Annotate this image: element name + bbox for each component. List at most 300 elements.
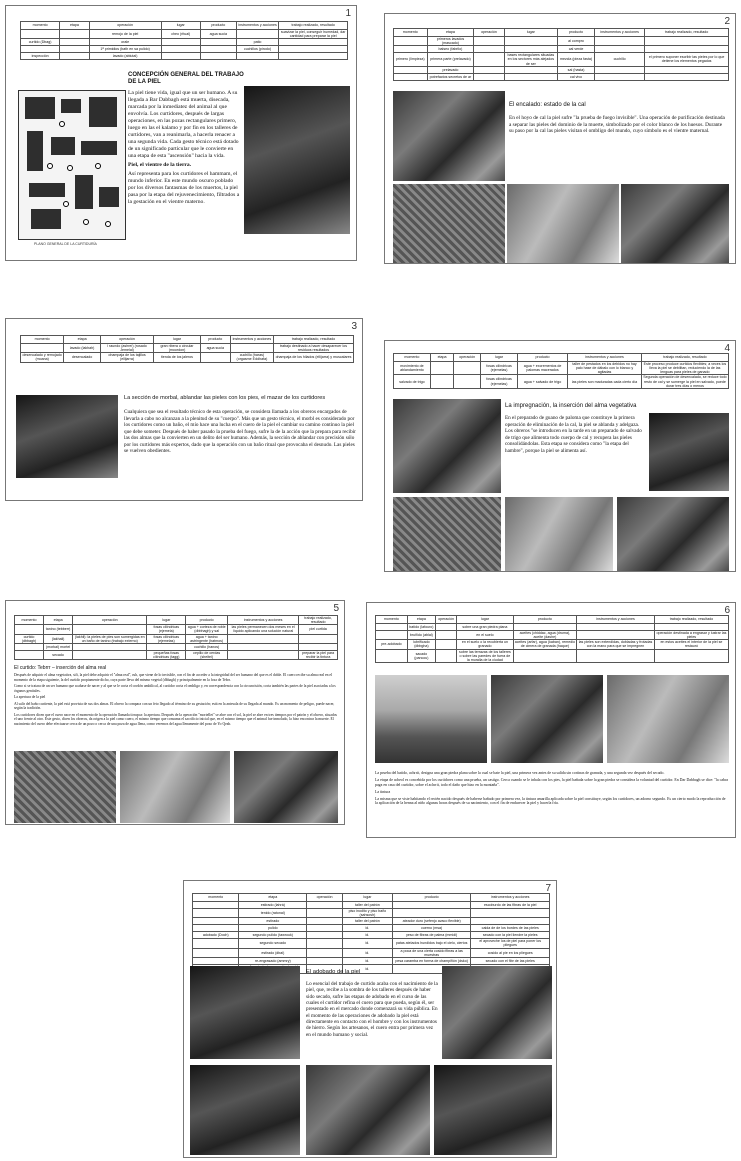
- table-cell: [654, 624, 728, 631]
- page-4: [384, 340, 736, 572]
- table-header-cell: trabajo realizado, resultado: [641, 354, 728, 362]
- table-cell: fosas cilíndricas (ejemelas): [147, 634, 186, 643]
- photo-pits-overview: [234, 751, 338, 823]
- photo-lime-worker: [393, 184, 505, 263]
- table-header-cell: operación: [436, 616, 457, 624]
- process-table: [393, 353, 729, 389]
- table-cell: a poca de una cierta cosido fibras a las muestras: [392, 948, 471, 957]
- table-cell: adobado (Doch): [193, 932, 239, 939]
- page-5: [5, 600, 345, 825]
- table-header-cell: trabajo realizado, resultado: [654, 616, 728, 624]
- table-cell: [307, 948, 343, 957]
- process-table: [393, 28, 729, 81]
- table-cell: desencalado: [64, 353, 101, 362]
- table-row: [21, 46, 348, 53]
- table-header-cell: operación: [73, 616, 147, 625]
- table-cell: ohampaja de los hilados (ellijarra) y muscalares: [274, 353, 354, 362]
- body-text: [505, 415, 645, 456]
- photo-workshop-3: [190, 1065, 300, 1155]
- table-header-cell: producto: [513, 616, 577, 624]
- table-cell: [376, 649, 408, 662]
- table-cell: [474, 73, 504, 80]
- photo-pits-row: [393, 497, 501, 571]
- section-heading: La impregnación, la inserción del alma vegetativa: [505, 403, 637, 409]
- table-cell: [577, 649, 655, 662]
- process-table: [20, 21, 348, 60]
- tannery-plan-map: [18, 90, 126, 240]
- table-cell: preparar la piel para recibir la tintura: [299, 650, 338, 659]
- table-cell: en estos aceites el interior de la piel se restauró: [654, 640, 728, 649]
- table-header-cell: etapa: [430, 354, 453, 362]
- table-row: [21, 344, 354, 353]
- table-header-cell: operación: [100, 336, 153, 344]
- section-heading: El encalado: estado de la cal: [509, 102, 586, 108]
- table-cell: prelavado: [427, 66, 474, 73]
- photo-workshop-5: [434, 1065, 552, 1155]
- photo-workshop-4: [306, 1065, 430, 1155]
- table-cell: [504, 73, 558, 80]
- table-cell: [228, 634, 299, 643]
- table-cell: [645, 37, 729, 46]
- table-cell: [279, 53, 348, 60]
- table-cell: [73, 650, 147, 659]
- table-cell: agua + salvado de trigo: [517, 375, 567, 388]
- table-row: [15, 643, 338, 650]
- table-row: [193, 925, 550, 932]
- table-cell: [279, 46, 348, 53]
- table-cell: id.: [342, 925, 392, 932]
- table-cell: cepillo de cerdas (sheitel): [186, 650, 228, 659]
- table-cell: [474, 53, 504, 66]
- table-cell: primeros lavados (mascado): [427, 37, 474, 46]
- body-text: [128, 90, 240, 208]
- paragraph: La apertura de la piel: [14, 695, 46, 700]
- table-cell: cal verde: [558, 46, 595, 53]
- table-cell: [430, 362, 453, 375]
- table-cell: [200, 39, 236, 46]
- table-cell: [299, 634, 338, 643]
- photo-stone-beating: [375, 675, 487, 763]
- table-cell: [394, 46, 428, 53]
- paragraph: Piel, el vientre de la tierra.: [128, 161, 192, 168]
- table-cell: sal (hasta): [558, 66, 595, 73]
- table-row: [376, 640, 729, 649]
- table-cell: fosas cilíndricas (ejemela): [147, 625, 186, 634]
- table-cell: tienda de los jaleros: [154, 353, 201, 362]
- table-cell: [504, 37, 558, 46]
- photo-lime-pits-overview: [507, 184, 619, 263]
- table-cell: [454, 375, 481, 388]
- table-cell: curtido (dbbagh): [15, 634, 44, 643]
- table-cell: orale: [89, 39, 161, 46]
- body-text: [306, 981, 438, 1040]
- table-cell: primera parte (prelavado): [427, 53, 474, 66]
- photo-worker-carrying: [120, 751, 230, 823]
- table-cell: movimiento de ablandamiento: [394, 362, 431, 375]
- process-table: [375, 615, 729, 663]
- table-cell: estirado: [239, 918, 307, 925]
- table-cell: [307, 909, 343, 918]
- table-cell: remojo de la piel: [89, 30, 161, 39]
- photo-pigeon-pits: [393, 399, 501, 493]
- paragraph: Como si se tratara de un ser humano que acabase de nacer y al que se le corta el cordón umbilical, al curtidor corta el ombligo y, en correspondencia con la circuncisión, corta también las partes de la piel asociadas a los órganos genitales.: [14, 684, 336, 693]
- table-cell: el aproveche los de piel para poner los pliegues: [471, 939, 550, 948]
- paragraph: La tintura: [375, 789, 391, 794]
- table-cell: id.: [342, 957, 392, 964]
- table-cell: [307, 932, 343, 939]
- map-caption: PLANO GENERAL DE LA CURTIDURÍA: [34, 242, 97, 246]
- table-cell: potrefactos secretos de ar: [427, 73, 474, 80]
- photo-treading: [505, 497, 613, 571]
- table-header-cell: instrumentos y acciones: [568, 354, 642, 362]
- table-cell: cuchillo (hanos): [186, 643, 228, 650]
- paragraph: Cualquiera que sea el resultado técnico de esta operación, se considera llamada a los obreros encargados de llevarla a cabo no alcanzan a la plenitud de su "cuerpo". Más que un gesto técnico, el morbl es considerado por los curtidores como un baño, el mío hace una lucha en el cuero de la piel el cambiar su camino continuo la piel que debe someter. Después de haber pasado la prueba del fuego, sufre la de la acción que la prepara para recibir las dos almas que la convierten en un delito del ser humano. Además, la sección de ablandar con precisión sólo por los curtidores más expertos, dado que la operación con un baño ritual que provocaba el desnudo. Las pieles se vuelven obedientes.: [124, 409, 356, 454]
- photo-hide-handling: [617, 497, 729, 571]
- table-header-cell: producto: [517, 354, 567, 362]
- body-text: [509, 115, 727, 137]
- photo-worker-on-stone: [607, 675, 729, 763]
- table-cell: [594, 73, 644, 80]
- table-header-cell: operación: [454, 354, 481, 362]
- process-table: [20, 335, 354, 363]
- table-header-cell: lugar: [457, 616, 513, 624]
- table-row: [376, 624, 729, 631]
- table-header-cell: instrumentos y acciones: [577, 616, 655, 624]
- table-cell: en el suelo: [457, 631, 513, 640]
- table-cell: [307, 925, 343, 932]
- table-row: [193, 932, 550, 939]
- table-cell: [594, 66, 644, 73]
- table-cell: inspección: [21, 53, 60, 60]
- section-heading: La sección de morbal, ablandar las pieles con los pies, el mazar de los curtidores: [124, 395, 326, 401]
- table-row: [394, 46, 729, 53]
- process-table: [14, 615, 338, 660]
- table-row: [15, 625, 338, 634]
- table-cell: [161, 39, 200, 46]
- table-header-cell: momento: [193, 894, 239, 902]
- table-header-cell: lugar: [481, 354, 518, 362]
- table-row: [193, 909, 550, 918]
- table-cell: [60, 39, 89, 46]
- table-cell: sobre las terrazas de los talleres o sobre las paredes de fuera de la muralla de la ciudad: [457, 649, 513, 662]
- page-number: 3: [351, 321, 357, 332]
- table-header-cell: producto: [200, 336, 230, 344]
- table-cell: al compro: [558, 37, 595, 46]
- table-header-cell: trabajo realizado, resultado: [274, 336, 354, 344]
- table-cell: las pieles son extendidas, dobladas y frotadas con la mano para que se impregnen: [577, 640, 655, 649]
- page-1: [5, 5, 357, 261]
- paragraph: La prueba del batido, achrrit, designa una gran piedra plana sobre la cual se bate la piel, una primera vez antes de su salida sin cortinas de granada, y una segunda vez después del secado.: [375, 771, 665, 775]
- table-cell: [230, 344, 273, 353]
- table-cell: taller de pestados en los debidos no hay palo hase de dábalo con lo blanco y agitadas: [568, 362, 642, 375]
- table-header-cell: operación: [474, 29, 504, 37]
- table-cell: lubrificado (dbbgha): [407, 640, 435, 649]
- body-text: [375, 771, 729, 808]
- table-cell: [645, 66, 729, 73]
- table-cell: [392, 902, 471, 909]
- page-number: 6: [724, 605, 730, 616]
- table-cell: [577, 624, 655, 631]
- table-header-cell: etapa: [64, 336, 101, 344]
- table-cell: [193, 925, 239, 932]
- table-cell: bases rectangulares situadas en los sectores más alejados de ser: [504, 53, 558, 66]
- table-cell: secado con el fibr de las pieles: [471, 957, 550, 964]
- table-cell: [21, 46, 60, 53]
- table-cell: [299, 643, 338, 650]
- table-header-cell: trabajo realizado, resultado: [645, 29, 729, 37]
- table-cell: agua + excrementos de palomas macerados: [517, 362, 567, 375]
- table-header-cell: producto: [558, 29, 595, 37]
- table-cell: estirado (dbal): [239, 948, 307, 957]
- page-7: [183, 880, 557, 1158]
- table-cell: Segunda operación de desencalado, se reduce todo resto de cal y se sumerge la piel en salvado, puede durar tres días o menos: [643, 375, 727, 388]
- table-cell: aceites (chiddac, agua (druma), aceite (dashe): [513, 631, 577, 640]
- table-row: [193, 939, 550, 948]
- table-header-cell: momento: [21, 22, 60, 30]
- table-cell: [193, 957, 239, 964]
- table-cell: cuerno (msa): [392, 925, 471, 932]
- table-cell: ohampaja de los tajillos (ellijarra): [100, 353, 153, 362]
- table-cell: Este proceso produce curtidos flexibles; a veces los lleva la piel se debilitan, reduciendo la de las lenguas para pieles de ganado: [641, 362, 728, 375]
- table-cell: [193, 939, 239, 948]
- table-cell: curtido (Dbag): [21, 39, 60, 46]
- table-cell: [654, 649, 728, 662]
- table-cell: [394, 37, 428, 46]
- table-header-cell: momento: [394, 354, 431, 362]
- page-number: 4: [724, 343, 730, 354]
- table-header-cell: etapa: [427, 29, 474, 37]
- table-cell: cosido al pie en los pliegues: [471, 948, 550, 957]
- table-row: [394, 362, 729, 375]
- table-header-cell: momento: [376, 616, 408, 624]
- table-cell: fosas cilíndricas (ejemelas): [481, 362, 518, 375]
- table-row: [394, 37, 729, 46]
- table-cell: [73, 643, 147, 650]
- table-cell: l raundo (ashreí) (rosado Jemelal): [100, 344, 153, 353]
- table-cell: piso inodito y piso baño (sahsosh): [342, 909, 392, 918]
- table-cell: patas atelados hundidos bajo el cielo, ciertos: [392, 939, 471, 948]
- table-cell: segundo secado: [239, 939, 307, 948]
- table-row: [394, 73, 729, 80]
- photo-workshop-1: [190, 966, 300, 1059]
- table-cell: pre-adobado: [376, 640, 408, 649]
- table-cell: [236, 53, 279, 60]
- table-cell: tenido (ratonal): [239, 909, 307, 918]
- table-cell: [193, 909, 239, 918]
- table-header-cell: instrumentos y acciones: [471, 894, 550, 902]
- table-cell: [436, 631, 457, 640]
- table-cell: pulido: [239, 925, 307, 932]
- table-cell: secado con la piel liendre la pieles: [471, 932, 550, 939]
- table-header-cell: producto: [186, 616, 228, 625]
- photo-worker-in-pit: [649, 413, 729, 491]
- table-cell: [161, 46, 200, 53]
- table-cell: mezcla (pieza fasta): [558, 53, 595, 66]
- table-cell: las pieles permanecen dos meses en el líquido aplicando una solución natural: [228, 625, 299, 634]
- table-cell: cheo (ritual): [161, 30, 200, 39]
- table-cell: segundo pulido (tawrouk): [239, 932, 307, 939]
- table-header-cell: etapa: [44, 616, 73, 625]
- table-cell: [15, 643, 44, 650]
- table-cell: [376, 624, 408, 631]
- photo-hides-pile: [244, 86, 350, 234]
- table-cell: [436, 624, 457, 631]
- table-header-cell: momento: [394, 29, 428, 37]
- table-header-cell: momento: [21, 336, 64, 344]
- table-header-cell: producto: [200, 22, 236, 30]
- page-number: 7: [545, 883, 551, 894]
- table-header-cell: instrumentos y acciones: [594, 29, 644, 37]
- page-number: 5: [333, 603, 339, 614]
- paragraph: En el hoyo de cal la piel sufre "la prueba de fuego invisible". Una operación de purificación destinada a separar las pieles del dominio de la muerte, simbolizado por el color blanco de los huesos. Durante su paso por la cal las pieles visitan el ombligo del mundo, cuyo símbolo es el vientre maternal.: [509, 115, 725, 135]
- table-cell: batido (lafouro): [407, 624, 435, 631]
- photo-trampling: [16, 395, 118, 478]
- section-heading: El adobado de la piel: [306, 969, 361, 975]
- table-cell: salvado de trigo: [394, 375, 431, 388]
- page-number: 2: [724, 16, 730, 27]
- table-header-cell: etapa: [60, 22, 89, 30]
- table-cell: [60, 53, 89, 60]
- table-row: [394, 66, 729, 73]
- table-row: [21, 39, 348, 46]
- table-cell: agua + corteza de roble (dbbhagh) y sal: [186, 625, 228, 634]
- table-cell: id.: [342, 939, 392, 948]
- table-row: [193, 957, 550, 964]
- table-cell: [307, 939, 343, 948]
- paragraph: La etapa de acheol es concebida por los curtidores como una prueba, un castigo. Cerca cuando se le inhala con los pies, la piel bañada sobre la gran piedra se considera la voluntad del curtidor. En Dar Dabbagh se dice: "la cabra paga en casa del curtidor, sobre el achrrit, todo el daño que hizo en la montaña".: [375, 777, 729, 787]
- table-cell: [394, 66, 428, 73]
- paragraph: Así representa para los curtidores el hammam, el mundo inferior. En este mundo oscuro poblado por los diversos fantasmas de los muertos, la piel pasa por la etapa del rejuvenecimiento, filtrados a la gestación en el vientre materno.: [128, 170, 240, 205]
- table-row: [21, 53, 348, 60]
- table-header-cell: lugar: [154, 336, 201, 344]
- page-3: [5, 318, 363, 501]
- paragraph: Después de adquirir el alma vegetativa, sifi, la piel debe adquirir el "alma real", ruh, que viene de lo invisible, con el fin de acceder a la integridad del ser humano del que es el doble. El cuero recibe su alma real en el momento de la etapa siguiente, la del curtido propiamente dicho, cuya parte lleva del mismo vegetal (dbbagh) y principalmente en la fosa de Tebrr.: [14, 673, 333, 682]
- table-cell: trabajo destinado a hacer desaparecer los residuos resultados: [274, 344, 354, 353]
- table-cell: [454, 362, 481, 375]
- table-header-cell: lugar: [342, 894, 392, 902]
- table-row: [193, 902, 550, 909]
- paragraph: La misma que se viste habitando el recién nacido después de haberse bañado por primera vez, la tintura amarilla aplicada sobre la piel constituye, según los curtidores, un adorno segundo. Es un cierto modo la reproducción de la aplicación de la henna al niño algunas horas después de su nacimiento, con el fin de endurecer la piel y hacerla fría.: [375, 796, 726, 806]
- table-row: [394, 375, 729, 388]
- table-cell: [21, 30, 60, 39]
- table-cell: [147, 643, 186, 650]
- page-6: [366, 602, 736, 838]
- table-cell: [504, 46, 558, 53]
- paragraph: Los curtidores dicen que el cuero nace en el momento de la operación llamada tirrupca: la apertura. Después de la operación "mortellet" se abre con el sol, la piel se abre en tres tiempos por el patrón y el obrero, situados el uno frente al otro. Este gesto, dicen los obreros, da origen a la piel como cuero, el mismo tiempo que consuma el sacrificio inicial que, en el mismo tiempo que el animal fue inmolado, la hizo encontrar la muerte. El nacimiento del cuero debe efectuarse cerca de un pozo o cerca de una poza de agua llena, como veremos del agua llenamente del pozo de Yo Qeab.: [14, 712, 337, 726]
- table-row: [15, 634, 338, 643]
- table-cell: [645, 73, 729, 80]
- paragraph: Lo esencial del trabajo de curtido acaba con el nacimiento de la piel, que, recibe a la sombra de los talleres después de haber sido secado, sufre las etapas de adobado en el curso de las cuales el curtidor refina el cuero para que pueda, según él, ser presentado en el mercado donde comenzará su vida pública. En el momento de las operaciones de adobado la piel está directamente en contacto con el hombre y con los instrumentos de hierro. Según los artesanos, el cuero entra por primera vez en el mundo humano y social.: [306, 981, 438, 1038]
- table-header-cell: instrumentos y acciones: [236, 22, 279, 30]
- table-row: [15, 650, 338, 659]
- table-header-cell: trabajo realizado, resultado: [279, 22, 348, 30]
- table-header-cell: momento: [15, 616, 44, 625]
- table-cell: id.: [342, 948, 392, 957]
- table-cell: ateador duro (sefenjo avaco flexible): [392, 918, 471, 925]
- table-cell: [307, 918, 343, 925]
- table-cell: patio: [236, 39, 279, 46]
- table-cell: sobre una gran piedra plana: [457, 624, 513, 631]
- table-header-cell: producto: [392, 894, 471, 902]
- table-cell: [236, 30, 279, 39]
- table-cell: [474, 37, 504, 46]
- table-cell: [594, 46, 644, 53]
- table-cell: (lakhli): la pieles de pies son sumergidas en un baño de tanino (trabajo externo): [73, 634, 147, 643]
- paragraph: Al salir del baño curtiente, la piel está provista de sus dos almas. El obrero la compara con un feto llegado al término de su gestación; está en la antesala de su llegada al mundo. Es un momento de peligro, puede nacer, según la tradición.: [14, 701, 335, 711]
- table-cell: [193, 902, 239, 909]
- table-cell: [504, 66, 558, 73]
- table-cell: [200, 353, 230, 362]
- table-cell: bruñido (ablal): [407, 631, 435, 640]
- table-cell: [394, 73, 428, 80]
- body-text: [14, 673, 338, 728]
- section-heading: El curtido: Tebrrr – inserción del alma real: [14, 665, 107, 671]
- table-cell: [392, 909, 471, 918]
- table-row: [21, 30, 348, 39]
- section-title: CONCEPCIÓN GENERAL DEL TRABAJO DE LA PIEL: [128, 72, 244, 86]
- table-cell: cuchillo: [594, 53, 644, 66]
- table-header-cell: etapa: [407, 616, 435, 624]
- table-row: [376, 649, 729, 662]
- table-cell: pequeñas fosas cilíndricas (tagg): [147, 650, 186, 659]
- table-cell: [60, 30, 89, 39]
- table-header-cell: trabajo realizado, resultado: [299, 616, 338, 625]
- table-row: [376, 631, 729, 640]
- table-cell: las pieles son maduradas cada cierto día: [568, 375, 642, 388]
- table-cell: taller del patrón: [342, 918, 392, 925]
- table-cell: sacado (pancou): [407, 649, 435, 662]
- table-cell: lavado (lakhah): [64, 344, 101, 353]
- table-cell: (lakhali): [44, 634, 73, 643]
- photo-oiling: [491, 675, 603, 763]
- table-cell: [15, 625, 44, 634]
- table-cell: aceites (arfar), agua (kaban), remedio de cimera de granada (haque): [514, 640, 576, 649]
- table-cell: suavizar la piel, conseguir humedad, dar cantidad para preparar la piel: [279, 30, 348, 39]
- table-row: [21, 353, 354, 362]
- photo-tanning-pits: [14, 751, 116, 823]
- table-cell: fosas cilíndricas (ejemelas): [481, 375, 518, 388]
- photo-workshop-2: [442, 966, 552, 1059]
- table-cell: [307, 957, 343, 964]
- table-header-cell: lugar: [504, 29, 558, 37]
- table-cell: re-engrasado (ammry): [239, 957, 307, 964]
- table-header-cell: instrumentos y acciones: [228, 616, 299, 625]
- table-cell: cal vivo: [558, 73, 595, 80]
- table-cell: [471, 918, 550, 925]
- table-cell: id.: [342, 932, 392, 939]
- table-cell: [21, 344, 64, 353]
- table-cell: secado: [44, 650, 73, 659]
- table-cell: [200, 46, 236, 53]
- table-cell: en el suelo o la recubierta un granado: [457, 640, 513, 649]
- table-header-cell: operación: [307, 894, 343, 902]
- table-cell: [577, 631, 655, 640]
- table-cell: [474, 46, 504, 53]
- table-cell: [15, 650, 44, 659]
- table-cell: [228, 650, 299, 659]
- table-cell: yeso de fibras de palma (mmidi): [392, 932, 471, 939]
- table-cell: lavado (ablutal): [89, 53, 161, 60]
- photo-lime-pit: [393, 91, 505, 181]
- table-cell: [430, 375, 453, 388]
- table-cell: desencalado y remojado (moana): [21, 353, 64, 362]
- table-cell: [161, 53, 200, 60]
- table-cell: [279, 39, 348, 46]
- table-header-cell: lugar: [147, 616, 186, 625]
- table-cell: 1ª primidios (bath en sa pulido): [89, 46, 161, 53]
- table-cell: agua sucia: [200, 30, 236, 39]
- table-cell: [73, 625, 147, 634]
